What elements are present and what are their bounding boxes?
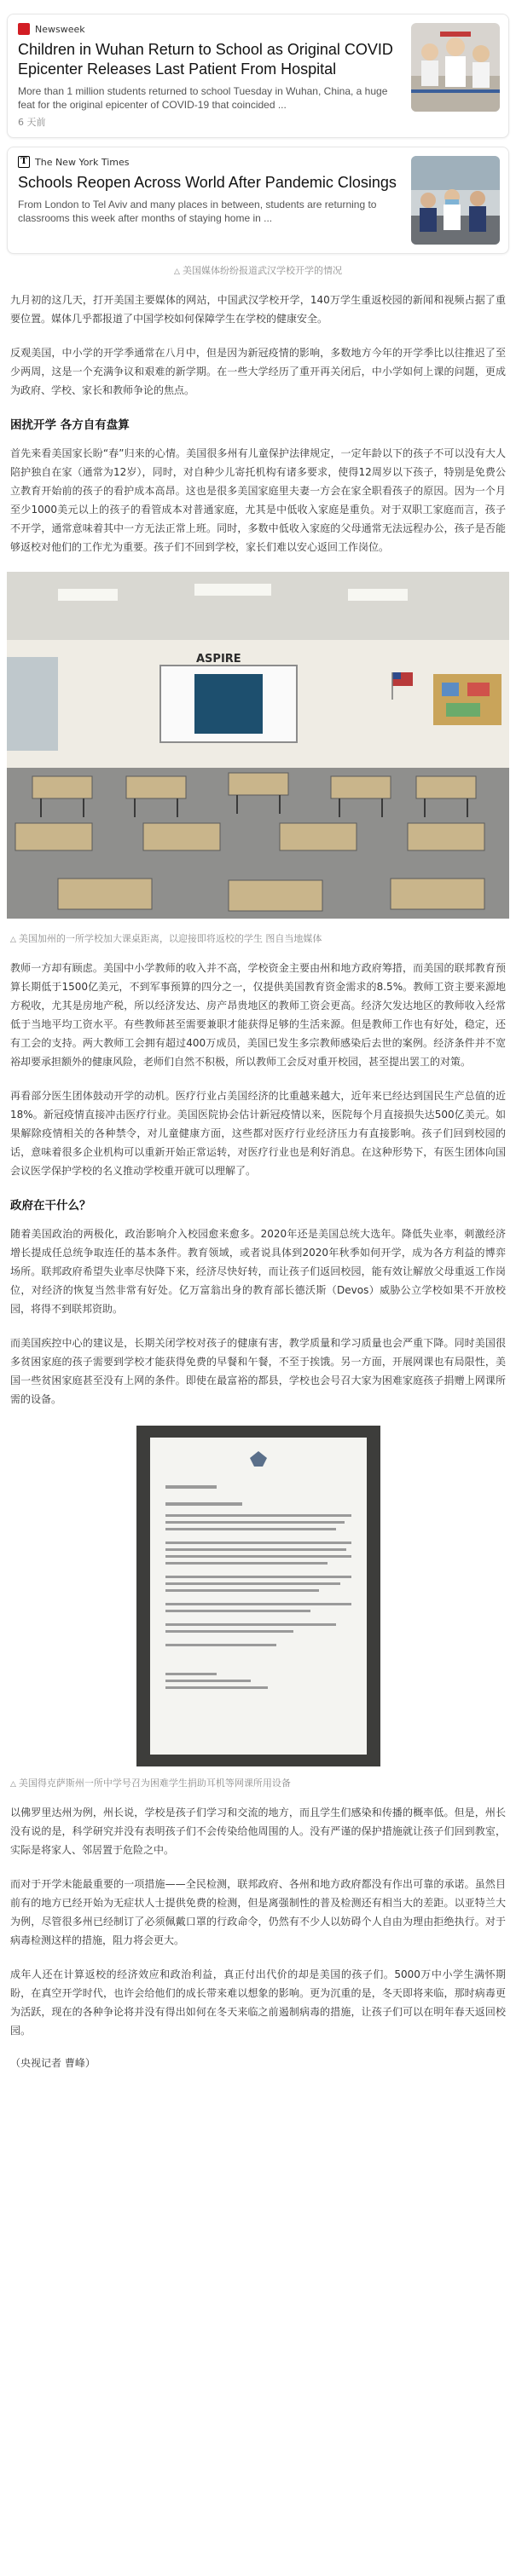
nyt-logo-icon: T [18,156,30,168]
source-name: The New York Times [35,156,130,168]
classroom-photo [7,572,509,922]
section-heading: 困扰开学 各方自有盘算 [10,418,130,432]
board-label: ASPIRE [196,653,241,666]
paragraph: 而美国疾控中心的建议是，长期关闭学校对孩子的健康有害，教学质量和学习质量也会严重下降。同时美国很多贫困家庭的孩子需要到学校才能获得免费的早餐和午餐，不至于挨饿。另一方面，开展网课也有局限性，美国一些贫困家庭甚至没有上网的条件。即使在最富裕的都县，学校也会号召大家为困难家庭孩子捐赠上网课所需的设备。 [10,1337,506,1405]
news-card-nytimes[interactable] [7,147,509,254]
paragraph: 首先来看美国家长盼“春”归来的心情。美国很多州有儿童保护法律规定，一定年龄以下的孩子不可以没有大人陪护独自在家（通常为12岁），同时，对自种少儿寄托机构有诸多要求，使得12周岁以下孩子，特别是免费公立教育开始前的孩子的看护成本高昂。这也是很多美国家庭里夫妻一方会在家全职看孩子的原因。因为一个月至少1000美元以上的孩子的看管成本对普通家庭，尤其是中低收入家庭是重负。对于双职工家庭而言，孩子不开学，通常意味着其中一方无法正常上班。同时，多数中低收入家庭的父母通常无法远程办公，孩子是否能够返校对他们的工作尤为重要。孩子们不回到学校，家长们难以安心返回工作岗位。 [10,447,506,553]
card-timestamp: 6 天前 [18,117,46,128]
caption-triangle-icon: △ [10,1780,16,1789]
paragraph: 成年人还在计算返校的经济效应和政治利益，真正付出代价的却是美国的孩子们。5000万中小学生满怀期盼，在真空开学时代，也许会给他们的成长带来难以想象的影响。更为沉重的是，冬天即将来临，那时病毒更为活跃，现在的各种争论将并没有得出如何在冬天来临之前遏制病毒的措施，让孩子们可以在明年春天返回校园。 [10,1968,506,2037]
section-heading: 政府在干什么？ [10,1199,91,1213]
paragraph: 随着美国政治的两极化，政治影响介入校园愈来愈多。2020年还是美国总统大选年。降低失业率，刺激经济增长提成任总统争取连任的基本条件。教育领域，或者说具体到2020年秋季如何开学，成为各方利益的博弈场所。联邦政府希望失业率尽快降下来，经济尽快好转，而让孩子们返回校园，能有效让解放父母重返工作岗位，对经济的恢复当然非常有好处。亿万富翁出身的教育部长德沃斯（Devos）威胁公立学校如果不开放校园，将得不到联邦资助。 [10,1228,506,1315]
caption-triangle-icon: △ [10,936,16,944]
image-caption: △ 美国得克萨斯州一所中学号召为困难学生捐助耳机等网课所用设备 [10,1778,291,1789]
letter-photo [0,1426,516,1766]
source-row [18,156,403,168]
card-thumbnail-image[interactable] [411,23,500,112]
card-text [18,23,411,129]
paragraph: 反观美国，中小学的开学季通常在八月中，但是因为新冠疫情的影响，多数地方今年的开学季比以往推迟了至少两周，这是一个充满争议和艰难的新学期。在一些大学经历了重开再关闭后，中小学如何上课的问题，更成为政府、学校、家长和教师争论的焦点。 [10,347,506,396]
caption-triangle-icon: △ [174,268,180,276]
newsweek-logo-icon [18,23,30,35]
image-caption: △ 美国媒体纷纷报道武汉学校开学的情况 [174,265,342,276]
source-row [18,23,403,35]
paragraph: 九月初的这几天，打开美国主要媒体的网站，中国武汉学校开学，140万学生重返校园的新闻和视频占据了重要位置。媒体几乎都报道了中国学校如何保障学生在学校的健康安全。 [10,294,506,325]
paragraph: 再看部分医生团体鼓动开学的动机。医疗行业占美国经济的比重越来越大，近年来已经达到国民生产总值的近18%。新冠疫情直接冲击医疗行业。美国医院协会估计新冠疫情以来，医院每个月直接损失达500亿美元。如果解除疫情相关的各种禁令，对儿童健康方面，这些都对医疗行业经济压力有直接影响。孩子们回到校园的话，意味着很多企业机构可以重新开始正常运转，对医疗行业也是利好消息。在这种形势下，有医生团体向国会议医学保护学校的名义推动学校重开就可以理解了。 [10,1090,506,1177]
news-card-newsweek[interactable] [7,14,509,138]
card-title[interactable]: Schools Reopen Across World After Pandemic Closings [18,174,397,191]
source-name: Newsweek [35,23,85,35]
card-description: More than 1 million students returned to school Tuesday in Wuhan, China, a huge feat for the original epicenter of COVID-19 that coincided ... [18,85,388,111]
card-text [18,156,411,245]
card-description: From London to Tel Aviv and many places in between, students are returning to classrooms this week after months of staying home in ... [18,199,377,224]
paragraph: 以佛罗里达州为例，州长说，学校是孩子们学习和交流的地方，而且学生们感染和传播的概率低。但是，州长没有说的是，科学研究并没有表明孩子们不会传染给他周围的人。没有严谨的保护措施就让孩子们回到教室，实际是将家人、邻居置于危险之中。 [10,1807,506,1856]
paragraph: 而对于开学未能最重要的一项措施——全民检测，联邦政府、各州和地方政府都没有作出可靠的承诺。虽然目前有的地方已经开始为无症状人士提供免费的检测，但是离强制性的普及检测还有相当大的差距。以亚特兰大为例，尽管很多州已经制订了必须佩戴口罩的行政命令，仍然有不少人以妨碍个人自由为理由拒绝执行。对于病毒检测这样的措施，阻力将会更大。 [10,1878,506,1946]
byline: （央视记者 曹峰） [10,2057,96,2069]
card-title[interactable]: Children in Wuhan Return to School as Original COVID Epicenter Releases Last Patient From Hospital [18,41,393,78]
paragraph: 教师一方却有顾虑。美国中小学教师的收入并不高，学校资金主要由州和地方政府筹措，而美国的联邦教育预算长期低于1500亿美元，不到军事预算的四分之一，仅提供美国教育资金需求的8.5%。教师工资主要来源地方税收，尤其是房地产税，所以经济发达、房产昂贵地区的教师工资会更高。经济欠发达地区的教师收入经常低于当地平均工资水平。有些教师甚至需要兼职才能获得足够的生活来源。但是教师工作也有好处，稳定，还有工会的支持。两大教师工会拥有超过400万成员，美国已发生多宗教师感染后去世的案例。经济条件并不宽裕却要承担额外的健康风险，老师们自然不积极，所以教师工会反对重开校园，甚至提出罢工的对策。 [10,962,506,1068]
card-thumbnail-image[interactable] [411,156,500,245]
image-caption: △ 美国加州的一所学校加大课桌距离，以迎接即将返校的学生 图自当地媒体 [10,933,322,944]
